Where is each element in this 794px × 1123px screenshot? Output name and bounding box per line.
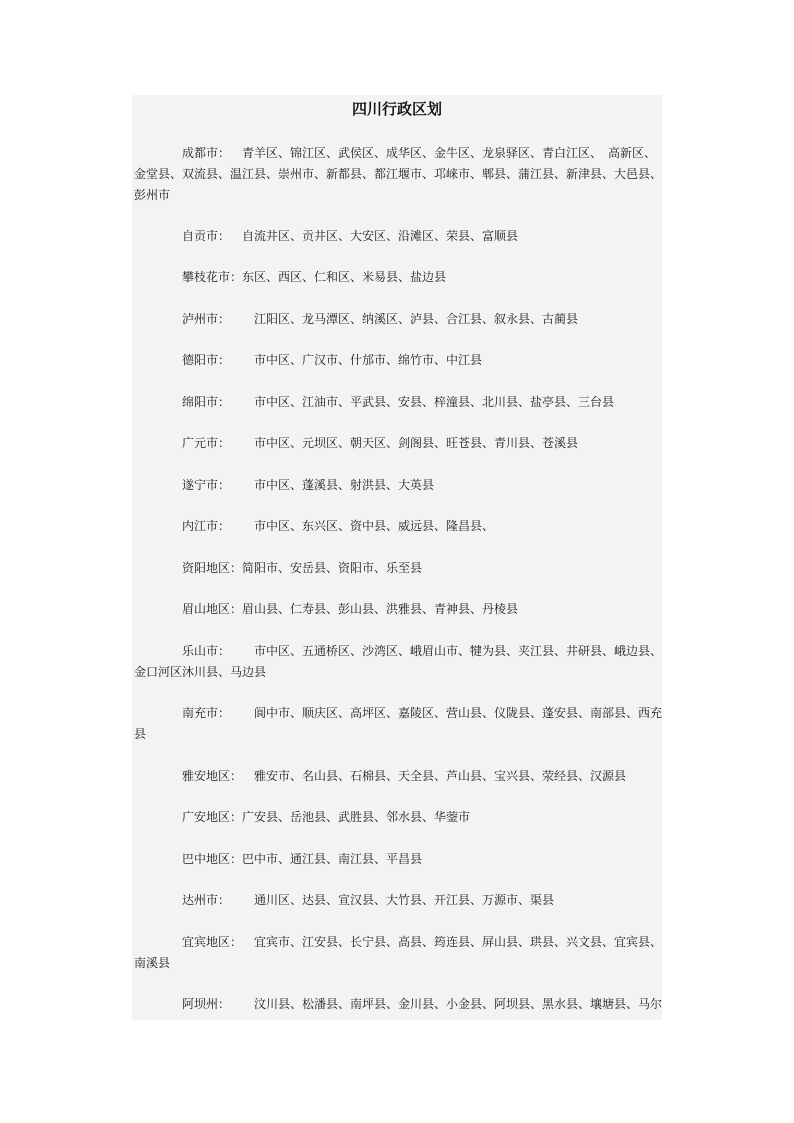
district-list: 市中区、蓬溪县、射洪县、大英县 (254, 478, 435, 492)
district-list-continued: 金口河区沐川县、马边县 (134, 665, 267, 679)
district-list: 通川区、达县、宣汉县、大竹县、开江县、万源市、渠县 (254, 893, 555, 907)
entry-nanchong (132, 703, 662, 745)
district-list-continued: 金堂县、双流县、温江县、崇州市、新都县、都江堰市、邛崃市、郫县、蒲江县、新津县、大邑县、 (134, 167, 662, 181)
district-list: 简阳市、安岳县、资阳市、乐至县 (242, 561, 423, 575)
city-name: 广元市： (182, 436, 231, 450)
district-list: 市中区、江油市、平武县、安县、梓潼县、北川县、盐亭县、三台县 (254, 395, 615, 409)
entry-yaan (132, 766, 662, 787)
district-list: 眉山县、仁寿县、彭山县、洪雅县、青神县、丹棱县 (242, 602, 519, 616)
city-name: 广安地区： (182, 810, 243, 824)
city-name: 乐山市： (182, 644, 231, 658)
district-list: 江阳区、龙马潭区、纳溪区、泸县、合江县、叙永县、古蔺县 (254, 312, 579, 326)
district-list: 自流井区、贡井区、大安区、沿滩区、荣县、富顺县 (242, 229, 519, 243)
city-name: 眉山地区： (182, 602, 243, 616)
entry-aba (132, 994, 662, 1015)
entry-guangyuan (132, 433, 662, 454)
entry-bazhong (132, 849, 662, 870)
city-name: 阿坝州： (182, 997, 231, 1011)
district-list: 阆中市、顺庆区、高坪区、嘉陵区、营山县、仪陇县、蓬安县、南部县、西充 (254, 706, 662, 720)
city-name: 攀枝花市： (182, 270, 243, 284)
district-list: 汶川县、松潘县、南坪县、金川县、小金县、阿坝县、黑水县、壤塘县、马尔 (254, 997, 662, 1011)
entry-ziyang (132, 558, 662, 579)
district-list: 市中区、东兴区、资中县、威远县、隆昌县、 (254, 519, 495, 533)
city-name: 南充市： (182, 706, 231, 720)
document-title: 四川行政区划 (351, 100, 442, 118)
entry-meishan (132, 599, 662, 620)
city-name: 自贡市： (182, 229, 231, 243)
entry-zigong (132, 226, 662, 247)
district-list: 广安县、岳池县、武胜县、邻水县、华蓥市 (242, 810, 471, 824)
district-list: 雅安市、名山县、石棉县、天全县、芦山县、宝兴县、荥经县、汉源县 (254, 769, 627, 783)
district-list: 宜宾市、江安县、长宁县、高县、筠连县、屏山县、珙县、兴文县、宜宾县、 (254, 935, 662, 949)
city-name: 内江市： (182, 519, 231, 533)
city-name: 泸州市： (182, 312, 231, 326)
district-list: 市中区、五通桥区、沙湾区、峨眉山市、犍为县、夹江县、井研县、峨边县、 (254, 644, 662, 658)
entry-deyang (132, 350, 662, 371)
city-name: 遂宁市： (182, 478, 231, 492)
district-list-continued: 彭州市 (134, 188, 171, 202)
entry-leshan (132, 641, 662, 683)
district-list-continued: 县 (134, 727, 147, 741)
city-name: 资阳地区： (182, 561, 243, 575)
district-list-continued: 南溪县 (134, 956, 171, 970)
city-name: 达州市： (182, 893, 231, 907)
city-name: 德阳市： (182, 353, 231, 367)
entry-luzhou (132, 309, 662, 330)
district-list: 巴中市、通江县、南江县、平昌县 (242, 852, 423, 866)
district-list: 东区、西区、仁和区、米易县、盐边县 (242, 270, 447, 284)
city-name: 成都市： (182, 146, 231, 160)
city-name: 雅安地区： (182, 769, 243, 783)
entry-dazhou (132, 890, 662, 911)
city-name: 巴中地区： (182, 852, 243, 866)
entry-panzhihua (132, 267, 662, 288)
entry-chengdu (132, 143, 662, 206)
city-name: 宜宾地区： (182, 935, 243, 949)
district-list: 市中区、广汉市、什邡市、绵竹市、中江县 (254, 353, 483, 367)
district-list: 青羊区、锦江区、武侯区、成华区、金牛区、龙泉驿区、青白江区、 高新区、 (242, 146, 657, 160)
document-panel (132, 95, 662, 1020)
entry-yibin (132, 932, 662, 974)
city-name: 绵阳市： (182, 395, 231, 409)
entry-guangan (132, 807, 662, 828)
district-list: 市中区、元坝区、朝天区、剑阁县、旺苍县、青川县、苍溪县 (254, 436, 579, 450)
entry-neijiang (132, 516, 662, 537)
entry-suining (132, 475, 662, 496)
entry-mianyang (132, 392, 662, 413)
